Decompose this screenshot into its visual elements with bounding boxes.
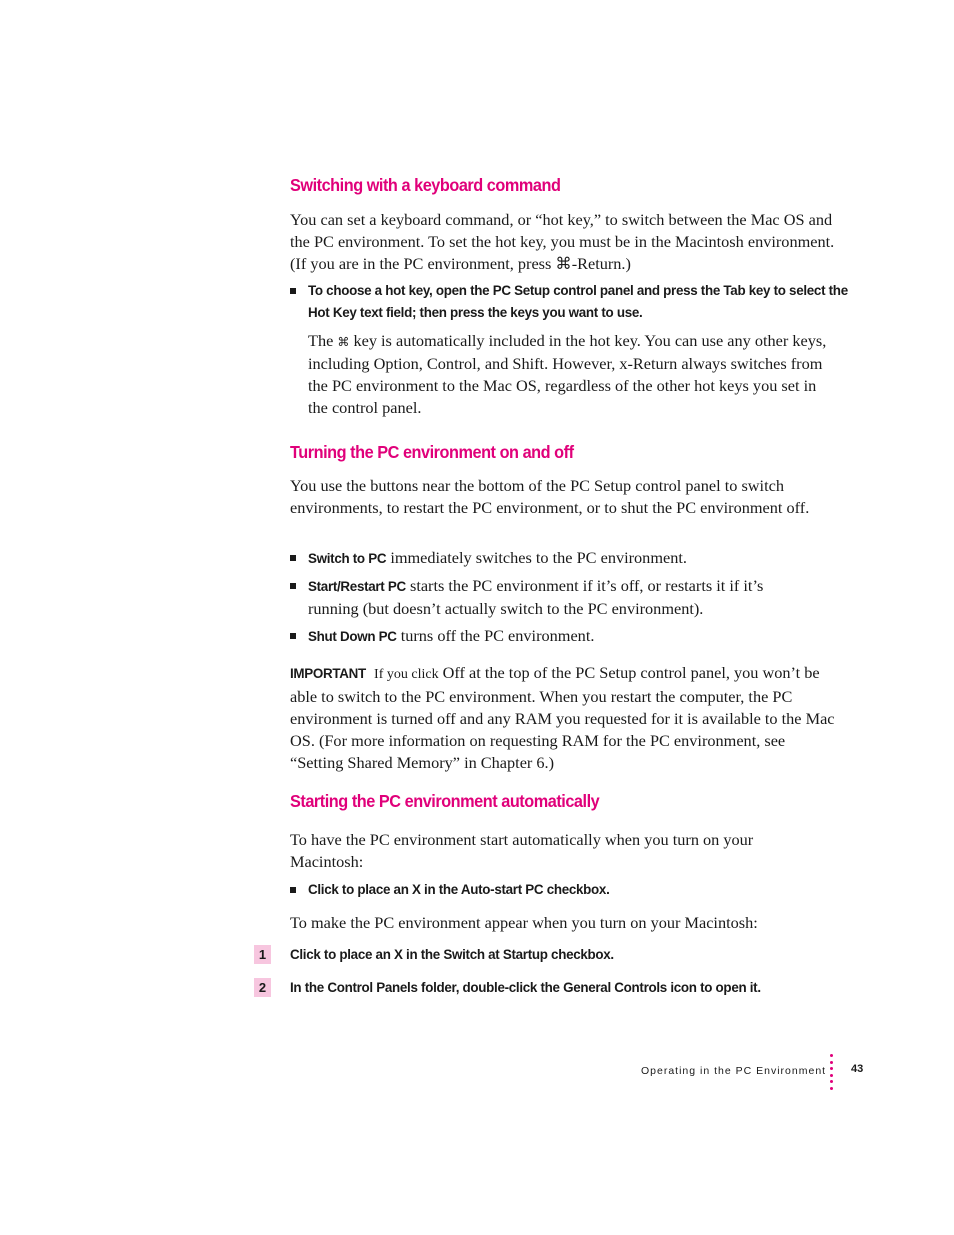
text-post: key is automatically included in the hot key. You can use any other keys, including Option, Control, and Shift. However, x-Return always switches from the PC environment to the Mac OS, regardless of the other hot keys you set in the control panel. <box>308 331 827 417</box>
paragraph-hot-key-intro: You can set a keyboard command, or “hot key,” to switch between the Mac OS and the PC environment. To set the hot key, you must be in the Macintosh environment. (If you are in the PC environment, press ⌘-Return.) <box>290 210 835 273</box>
heading-keyboard-command: Switching with a keyboard command <box>290 175 561 195</box>
step-number-1: 1 <box>254 945 271 964</box>
bullet-shut-down-pc <box>290 625 850 648</box>
bullet-auto-start-checkbox <box>290 879 850 901</box>
bullet-start-restart-pc <box>290 575 790 620</box>
bullet-choose-hot-key <box>290 280 850 324</box>
bullet-square-icon <box>290 633 296 639</box>
button-name-switch-to-pc: Switch to PC <box>308 551 387 566</box>
footer-dotted-divider <box>830 1054 834 1093</box>
paragraph-appear-at-startup: To make the PC environment appear when you turn on your Macintosh: <box>290 913 758 932</box>
bullet-text: turns off the PC environment. <box>396 626 595 645</box>
important-note <box>290 662 835 774</box>
bullet-square-icon <box>290 288 296 294</box>
bullet-switch-to-pc <box>290 547 850 570</box>
button-name-shut-down-pc: Shut Down PC <box>308 629 397 644</box>
bullet-square-icon <box>290 583 296 589</box>
paragraph-buttons-intro: You use the buttons near the bottom of the PC Setup control panel to switch environments, to restart the PC environment, or to shut the PC environment off. <box>290 476 810 517</box>
important-label: IMPORTANT <box>290 666 366 681</box>
bullet-square-icon <box>290 555 296 561</box>
bullet-text: starts the PC environment if it’s off, or restarts it if it’s running (but doesn’t actually switch to the PC environment). <box>308 576 764 618</box>
paragraph-command-key <box>308 330 828 419</box>
text-pre: The <box>308 331 338 350</box>
bullet-content <box>308 547 850 570</box>
heading-starting-automatically: Starting the PC environment automatically <box>290 791 600 811</box>
bullet-content <box>308 625 850 648</box>
step-text-2: In the Control Panels folder, double-click the General Controls icon to open it. <box>290 980 761 995</box>
important-small-text: If you click <box>374 667 439 682</box>
paragraph-auto-start-intro: To have the PC environment start automatically when you turn on your Macintosh: <box>290 830 754 871</box>
heading-turning-on-off: Turning the PC environment on and off <box>290 442 574 462</box>
button-name-start-restart-pc: Start/Restart PC <box>308 579 406 594</box>
bullet-text: immediately switches to the PC environment. <box>386 548 687 567</box>
step-number-2: 2 <box>254 978 271 997</box>
step-text-1: Click to place an X in the Switch at Startup checkbox. <box>290 947 614 962</box>
bullet-instruction: To choose a hot key, open the PC Setup control panel and press the Tab key to select the Hot Key text field; then press the keys you want to use. <box>308 283 848 320</box>
bullet-instruction: Click to place an X in the Auto-start PC checkbox. <box>308 882 610 897</box>
footer-chapter-title: Operating in the PC Environment <box>641 1065 827 1077</box>
page-number: 43 <box>851 1063 864 1075</box>
command-key-icon: ⌘ <box>337 335 350 349</box>
important-text: Off at the top of the PC Setup control panel, you won’t be able to switch to the PC environment. When you restart the computer, the PC environment is turned off and any RAM you requested for it is available to the Mac OS. (For more information on requesting RAM for the PC environment, see “Setting Shared Memory” in Chapter 6.) <box>290 663 835 772</box>
bullet-content <box>308 575 790 620</box>
bullet-square-icon <box>290 887 296 893</box>
